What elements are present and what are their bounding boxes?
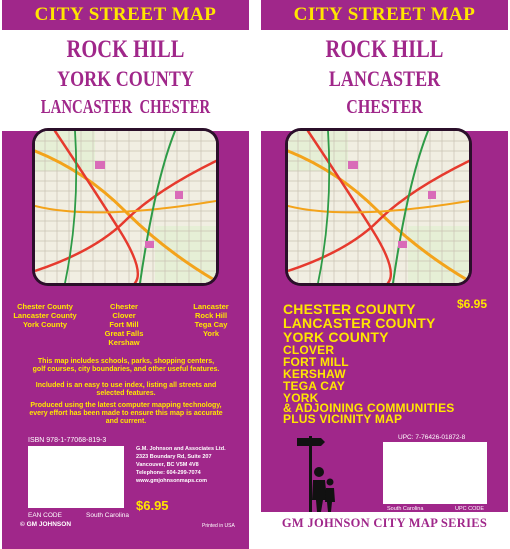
- street-sign-people-icon: [295, 432, 337, 512]
- area-item: Chester County: [17, 302, 73, 311]
- printed-in: Printed in USA: [202, 523, 235, 529]
- copyright: © GM JOHNSON: [20, 521, 72, 528]
- state-label: South Carolina: [387, 506, 424, 512]
- description-3: Produced using the latest computer mapping technology, every effort has been made to ensure this map is accurate and current.: [29, 402, 223, 425]
- list-item: CHESTER COUNTY: [283, 301, 416, 317]
- upc-label: UPC CODE: [455, 506, 485, 512]
- header: CITY STREET MAP: [261, 0, 508, 30]
- description-1: This map includes schools, parks, shopping centers, golf courses, city boundaries, and other useful features.: [32, 358, 220, 373]
- list-item: & ADJOINING COMMUNITIES: [283, 401, 455, 415]
- ean-barcode-area: [28, 446, 124, 508]
- areas-col3: [178, 302, 244, 338]
- list-item: KERSHAW: [283, 367, 346, 381]
- area-item: Lancaster: [193, 302, 229, 311]
- areas-col1: [6, 302, 84, 329]
- list-item: FORT MILL: [283, 355, 349, 369]
- area-item: Clover: [112, 311, 136, 320]
- area-item: Kershaw: [108, 338, 140, 347]
- description-2: Included is an easy to use index, listing all streets and selected features.: [35, 382, 217, 397]
- area-item: Great Falls: [104, 329, 144, 338]
- area-item: Lancaster County: [13, 311, 77, 320]
- publisher-line: 2323 Boundary Rd, Suite 207: [136, 454, 212, 460]
- title-line-3: CHESTER: [346, 96, 423, 118]
- list-item: YORK COUNTY: [283, 329, 389, 345]
- publisher-line: G.M. Johnson and Associates Ltd.: [136, 446, 226, 452]
- title-line-1: ROCK HILL: [325, 36, 444, 63]
- price: $6.95: [136, 498, 169, 513]
- isbn: ISBN 978-1-77068-819-3: [28, 437, 107, 444]
- list-item: CLOVER: [283, 343, 335, 357]
- list-item: PLUS VICINITY MAP: [283, 412, 403, 426]
- title-box: [2, 30, 249, 131]
- upc-barcode-area: [383, 442, 487, 504]
- price: $6.95: [457, 297, 488, 311]
- map-thumbnail: [32, 128, 219, 286]
- ean-label: EAN CODE: [28, 512, 62, 519]
- area-item: Fort Mill: [109, 320, 139, 329]
- area-item: York County: [22, 320, 68, 329]
- publisher-line: www.gmjohnsonmaps.com: [136, 478, 207, 484]
- title-line-1: ROCK HILL: [66, 36, 185, 63]
- map-thumbnail: [285, 128, 472, 286]
- area-item: Chester: [110, 302, 138, 311]
- list-item: YORK: [283, 391, 319, 405]
- list-item: TEGA CAY: [283, 379, 346, 393]
- header: CITY STREET MAP: [2, 0, 249, 30]
- title-line-2: LANCASTER: [328, 66, 441, 91]
- publisher-line: Vancouver, BC V5M 4V8: [136, 462, 199, 468]
- area-item: York: [202, 329, 220, 338]
- list-item: LANCASTER COUNTY: [283, 315, 436, 331]
- area-item: Tega Cay: [194, 320, 228, 329]
- state-label: South Carolina: [86, 512, 129, 519]
- title-line-3: LANCASTER CHESTER: [40, 96, 211, 118]
- series-title: GM JOHNSON CITY MAP SERIES: [281, 516, 488, 530]
- publisher-info: [136, 445, 248, 485]
- front-cover-panel: [261, 0, 508, 549]
- back-cover-panel: [2, 0, 249, 549]
- title-box: [261, 30, 508, 131]
- spine-gap: [249, 0, 261, 549]
- upc-number: UPC: 7-76426-01872-8: [398, 434, 466, 441]
- area-item: Rock Hill: [194, 311, 228, 320]
- publisher-line: Telephone: 604-299-7074: [136, 470, 201, 476]
- areas-col2: [94, 302, 154, 347]
- title-line-2: YORK COUNTY: [57, 66, 194, 91]
